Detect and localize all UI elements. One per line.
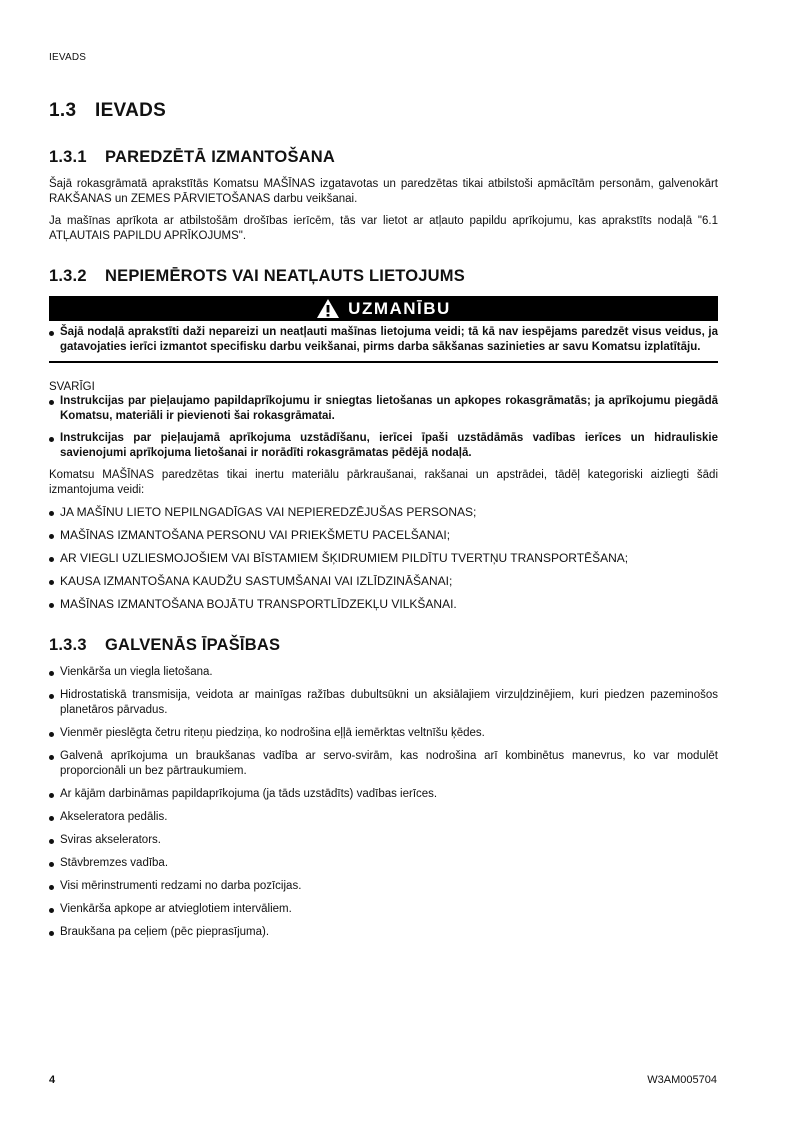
warning-title: UZMANĪBU [348, 298, 451, 318]
page-number: 4 [49, 1074, 56, 1086]
feature-item: Braukšana pa ceļiem (pēc pieprasījuma). [49, 925, 718, 940]
document-code: W3AM005704 [647, 1074, 717, 1086]
chapter-title: IEVADS [95, 100, 167, 121]
section-number: 1.3.3 [49, 636, 87, 654]
section-number: 1.3.1 [49, 148, 87, 166]
section-heading-improper-use [49, 267, 718, 286]
feature-item: Sviras akselerators. [49, 833, 718, 848]
paragraph: Ja mašīnas aprīkota ar atbilstošām drošības ierīcēm, tās var lietot ar atļauto papildu aprīkojumu, kas aprakstīts nodaļā "6.1 ATĻAUTAIS PAPILDU APRĪKOJUMS". [49, 215, 718, 242]
section-number: 1.3.2 [49, 267, 87, 285]
important-item: Instrukcijas par pieļaujamā aprīkojuma uzstādīšanu, ierīcei īpaši uzstādāmās vadības ierīces un hidrauliskie savienojumi aprīkojuma lietošanai ir norādīti rokasgrāmatas pēdējā nodaļā. [49, 431, 718, 461]
prohibited-item: MAŠĪNAS IZMANTOŠANA PERSONU VAI PRIEKŠMETU PACELŠANAI; [49, 528, 718, 543]
important-list [49, 394, 718, 461]
warning-text: Šajā nodaļā aprakstīti daži nepareizi un neatļauti mašīnas lietojuma veidi; tā kā nav iespējams paredzēt visus veidus, ja gatavojaties ierīci izmantot specifisku darbu veikšanai, pirms darba sākšanas sazinieties ar savu Komatsu izplatītāju. [49, 325, 718, 355]
prohibited-list [49, 505, 718, 612]
feature-item: Vienmēr pieslēgta četru riteņu piedziņa, ko nodrošina eļļā iemērktas veltnīšu ķēdes. [49, 726, 718, 741]
prohibited-intro: Komatsu MAŠĪNAS paredzētas tikai inertu materiālu pārkraušanai, rakšanai un apstrādei, tādēļ kategoriski aizliegti šādi izmantojuma veidi: [49, 469, 718, 496]
paragraph: Šajā rokasgrāmatā aprakstītās Komatsu MAŠĪNAS izgatavotas un paredzētas tikai atbilstoši apmācītām personām, galvenokārt RAKŠANAS un ZEMES PĀRVIETOŠANAS darbu veikšanai. [49, 178, 718, 205]
feature-item: Vienkārša un viegla lietošana. [49, 665, 718, 680]
important-item: Instrukcijas par pieļaujamo papildaprīkojumu ir sniegtas lietošanas un apkopes rokasgrāmatās; ja aprīkojumu piegādā Komatsu, materiāli ir pievienoti šai rokasgrāmatai. [49, 394, 718, 424]
features-list [49, 665, 718, 940]
section-heading-intended-use [49, 148, 718, 167]
page-content [49, 100, 718, 948]
warning-banner [49, 296, 718, 321]
chapter-number: 1.3 [49, 100, 77, 121]
chapter-heading [49, 100, 718, 122]
feature-item: Vienkārša apkope ar atvieglotiem intervāliem. [49, 902, 718, 917]
feature-item: Akseleratora pedālis. [49, 810, 718, 825]
section-title: NEPIEMĒROTS VAI NEATĻAUTS LIETOJUMS [105, 267, 465, 285]
feature-item: Hidrostatiskā transmisija, veidota ar mainīgas ražības dubultsūkni un aksiālajiem virzuļdzinējiem, kuri piedzen pazeminošos planetāros pārvadus. [49, 688, 718, 718]
feature-item: Galvenā aprīkojuma un braukšanas vadība ar servo-svirām, kas nodrošina arī kombinētus manevrus, ko var modulēt proporcionāli un bez pārtraukumiem. [49, 749, 718, 779]
important-label: SVARĪGI [49, 381, 95, 393]
prohibited-item: MAŠĪNAS IZMANTOŠANA BOJĀTU TRANSPORTLĪDZEKĻU VILKŠANAI. [49, 597, 718, 612]
prohibited-item: KAUSA IZMANTOŠANA KAUDŽU SASTUMŠANAI VAI IZLĪDZINĀŠANAI; [49, 574, 718, 589]
feature-item: Stāvbremzes vadība. [49, 856, 718, 871]
warning-body [49, 321, 718, 363]
feature-item: Visi mērinstrumenti redzami no darba pozīcijas. [49, 879, 718, 894]
section-heading-main-features [49, 636, 718, 655]
prohibited-item: JA MAŠĪNU LIETO NEPILNGADĪGAS VAI NEPIEREDZĒJUŠAS PERSONAS; [49, 505, 718, 520]
section-title: GALVENĀS ĪPAŠĪBAS [105, 636, 281, 654]
section-title: PAREDZĒTĀ IZMANTOŠANA [105, 148, 336, 166]
warning-triangle-icon [316, 298, 340, 319]
running-head: IEVADS [49, 52, 87, 63]
prohibited-item: AR VIEGLI UZLIESMOJOŠIEM VAI BĪSTAMIEM ŠĶIDRUMIEM PILDĪTU TVERTŅU TRANSPORTĒŠANA; [49, 551, 718, 566]
feature-item: Ar kājām darbināmas papildaprīkojuma (ja tāds uzstādīts) vadības ierīces. [49, 787, 718, 802]
